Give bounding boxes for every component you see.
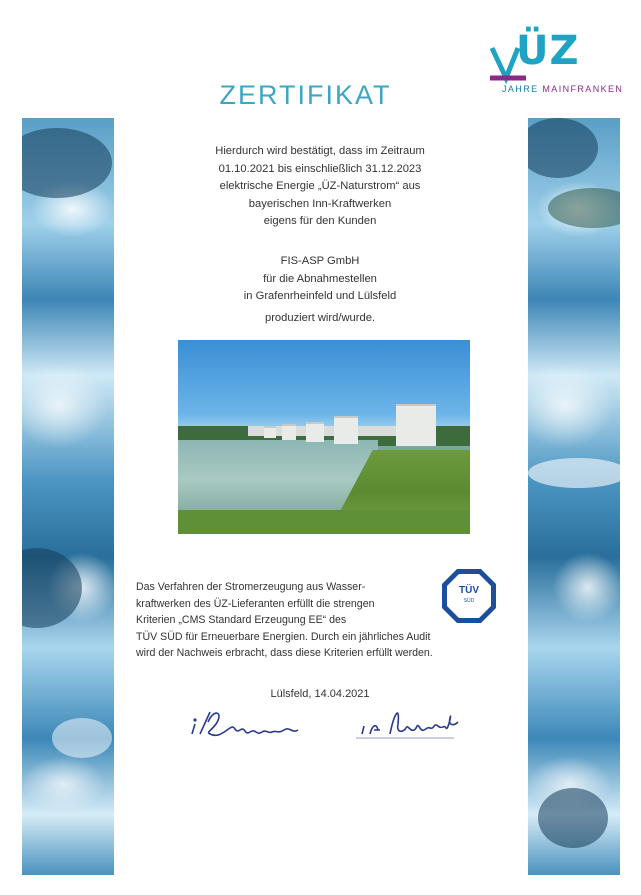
customer-name: FIS-ASP GmbH <box>280 255 360 267</box>
verification-line: Das Verfahren der Stromerzeugung aus Wasser- <box>136 581 366 593</box>
tuev-main: TÜV <box>459 585 479 596</box>
verification-line: kraftwerken des ÜZ-Lieferanten erfüllt die strengen <box>136 597 375 610</box>
verification-line: Kriterien „CMS Standard Erzeugung EE“ des <box>136 614 347 627</box>
place-date: Lülsfeld, 14.04.2021 <box>270 688 370 700</box>
certificate-title: ZERTIFIKAT <box>219 80 392 110</box>
verification-text <box>136 579 476 662</box>
signatures <box>186 700 506 750</box>
hydropower-plant-photo <box>178 340 470 534</box>
intro-line: eigens für den Kunden <box>263 215 377 227</box>
intro-line: elektrische Energie „ÜZ-Naturstrom“ aus <box>219 180 421 192</box>
intro-line: Hierdurch wird bestätigt, dass im Zeitraum <box>215 145 425 157</box>
signature-right <box>356 713 458 738</box>
produced-text <box>170 310 470 328</box>
intro-text <box>170 143 470 231</box>
verification-line: wird der Nachweis erbracht, dass diese Kriterien erfüllt werden. <box>136 647 433 660</box>
customer-text <box>170 253 470 306</box>
tuev-sub: SÜD <box>463 598 475 604</box>
right-photo-strip <box>528 118 620 875</box>
logo-subtitle-part2: MAINFRANKEN <box>542 84 624 94</box>
customer-line: für die Abnahmestellen <box>263 272 377 285</box>
customer-line: in Grafenrheinfeld und Lülsfeld <box>243 290 397 302</box>
intro-line: bayerischen Inn-Kraftwerken <box>248 197 392 210</box>
signature-left <box>192 712 298 735</box>
logo-subtitle-part1: JAHRE <box>502 84 543 94</box>
verification-line: TÜV SÜD für Erneuerbare Energien. Durch ein jährliches Audit <box>136 630 431 643</box>
left-photo-strip <box>22 118 114 875</box>
produced-line: produziert wird/wurde. <box>264 312 376 324</box>
intro-line: 01.10.2021 bis einschließlich 31.12.2023 <box>218 162 422 175</box>
logo-word: ÜZ <box>516 28 580 74</box>
